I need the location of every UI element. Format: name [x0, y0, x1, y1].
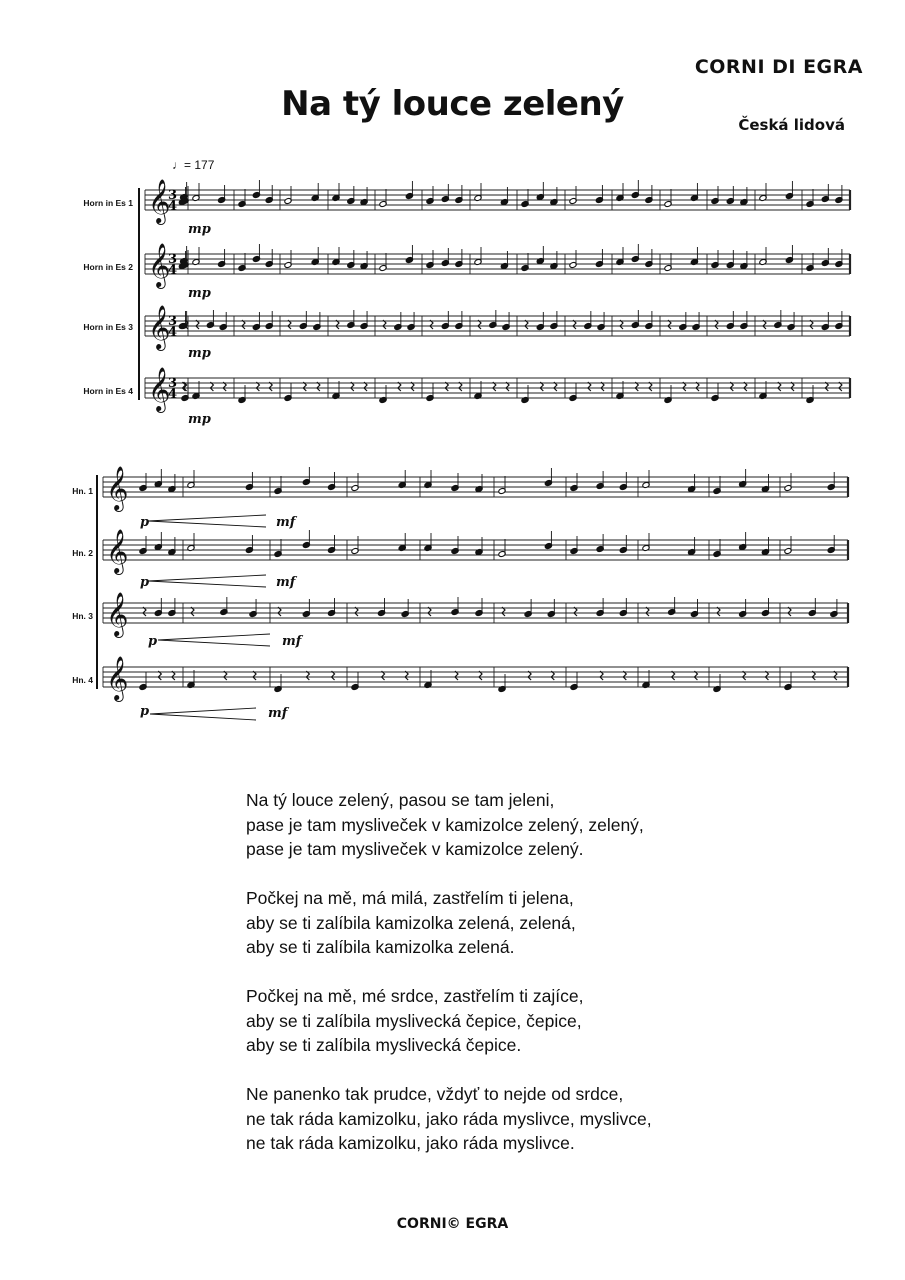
- lyrics-line: Počkej na mě, má milá, zastřelím ti jelena,: [246, 888, 574, 908]
- lyrics-line: aby se ti zalíbila myslivecká čepice.: [246, 1035, 522, 1055]
- dynamic-marking: p: [140, 515, 150, 530]
- lyrics-line: pase je tam mysliveček v kamizolce zelený, zelený,: [246, 814, 644, 835]
- ensemble-name: CORNI DI EGRA: [694, 56, 863, 78]
- crescendo-hairpin: [148, 575, 266, 587]
- treble-clef: 𝄞: [106, 592, 129, 636]
- part-label: Hn. 1: [72, 486, 93, 496]
- dynamic-marking: mf: [268, 706, 288, 721]
- footer-copyright: CORNI© EGRA: [396, 1216, 509, 1232]
- lyrics-stanza: [246, 788, 806, 862]
- part-label: Hn. 2: [72, 548, 93, 558]
- time-signature: 3: [168, 376, 178, 391]
- part-label: Horn in Es 4: [83, 386, 133, 396]
- lyrics-line: ne tak ráda kamizolku, jako ráda myslivce, myslivce,: [246, 1108, 652, 1129]
- dynamic-marking: mf: [276, 515, 296, 530]
- tempo-marking: ♩= 177: [172, 158, 215, 172]
- treble-clef: 𝄞: [106, 529, 129, 573]
- dynamic-marking: p: [140, 704, 150, 719]
- dynamic-marking: mf: [282, 634, 302, 649]
- lyrics-line: Ne panenko tak prudce, vždyť to nejde od srdce,: [246, 1084, 624, 1104]
- time-signature: 4: [168, 387, 178, 402]
- dynamic-marking: mf: [276, 575, 296, 590]
- page-title: Na tý louce zelený: [281, 84, 624, 124]
- treble-clef: 𝄞: [148, 243, 171, 287]
- treble-clef: 𝄞: [148, 179, 171, 223]
- time-signature: 4: [168, 199, 178, 214]
- dynamic-marking: p: [140, 575, 150, 590]
- lyrics-stanza: [246, 886, 806, 960]
- lyrics-line: pase je tam mysliveček v kamizolce zelený.: [246, 839, 584, 859]
- lyrics-line: ne tak ráda kamizolku, jako ráda myslivce.: [246, 1133, 575, 1153]
- dynamic-marking: mp: [188, 286, 211, 301]
- lyrics-line: Počkej na mě, mé srdce, zastřelím ti zajíce,: [246, 986, 584, 1006]
- lyrics-line: Na tý louce zelený, pasou se tam jeleni,: [246, 790, 555, 810]
- crescendo-hairpin: [158, 634, 270, 646]
- part-label: Horn in Es 1: [83, 198, 133, 208]
- dynamic-marking: mp: [188, 222, 211, 237]
- crescendo-hairpin: [148, 515, 266, 527]
- time-signature: 4: [168, 325, 178, 340]
- time-signature: 3: [168, 252, 178, 267]
- treble-clef: 𝄞: [148, 305, 171, 349]
- treble-clef: 𝄞: [106, 656, 129, 700]
- time-signature: 4: [168, 263, 178, 278]
- composer: Česká lidová: [738, 116, 845, 134]
- part-label: Horn in Es 3: [83, 322, 133, 332]
- part-label: Horn in Es 2: [83, 262, 133, 272]
- part-label: Hn. 3: [72, 611, 93, 621]
- lyrics-line: aby se ti zalíbila kamizolka zelená.: [246, 937, 515, 957]
- time-signature: 3: [168, 188, 178, 203]
- treble-clef: 𝄞: [106, 466, 129, 510]
- part-label: Hn. 4: [72, 675, 93, 685]
- lyrics: [246, 788, 806, 1180]
- dynamic-marking: mp: [188, 412, 211, 427]
- time-signature: 3: [168, 314, 178, 329]
- lyrics-stanza: [246, 984, 806, 1058]
- dynamic-marking: p: [148, 634, 158, 649]
- treble-clef: 𝄞: [148, 367, 171, 411]
- lyrics-stanza: [246, 1082, 806, 1156]
- dynamic-marking: mp: [188, 346, 211, 361]
- lyrics-line: aby se ti zalíbila myslivecká čepice, čepice,: [246, 1010, 582, 1031]
- lyrics-line: aby se ti zalíbila kamizolka zelená, zelená,: [246, 912, 576, 933]
- crescendo-hairpin: [150, 708, 256, 720]
